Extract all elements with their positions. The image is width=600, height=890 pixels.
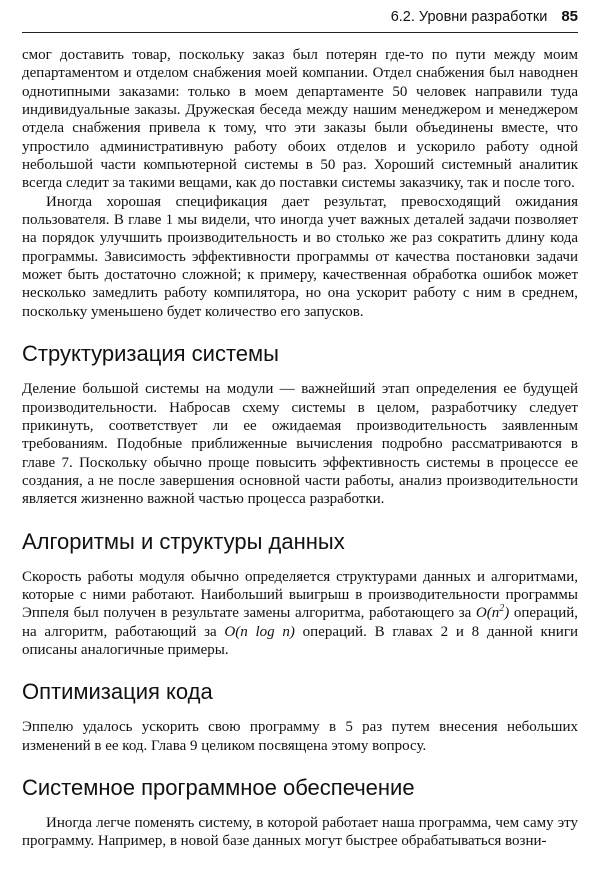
- paragraph-specification: Иногда хорошая спецификация дает результат, превосходящий ожидания пользователя. В главе 1 мы видели, что иногда учет важных деталей задачи позволяет на порядок улучшить производительность и во столько же раз сократить длину кода программы. Зависимость эффективности программы от качества постановки задачи может быть достаточно сложной; к примеру, качественная обработка ошибок может несколько замедлить работу компилятора, но она ускорит работу с ним в среднем, поскольку уменьшено будет количество его запусков.: [22, 193, 578, 320]
- algorithms-text-c: операций. В главах 2 и 8 данной книги описаны аналогичные примеры.: [22, 623, 579, 658]
- page-number: 85: [561, 8, 578, 25]
- heading-system-structure: Структуризация системы: [22, 341, 279, 367]
- page-body: [22, 46, 578, 851]
- paragraph-system-structure: Деление большой системы на модули — важнейший этап определения ее будущей производительности. Набросав схему системы в целом, разработчику следует прикинуть, соответствует ли ее ожидаемая производительность заявленным требованиям. Подобные приближенные вычисления подробно рассматриваются в главе 7. Поскольку обычно проще повысить эффективность системы в процессе ее создания, а не после завершения основной части работы, анализ производительности является жизненно важной частью процесса разработки.: [22, 381, 578, 508]
- paragraph-algorithms: [22, 568, 578, 660]
- paragraph-system-software: Иногда легче поменять систему, в которой работает наша программа, чем саму эту программу. Например, в новой базе данных могут быстрее обрабатываться возни-: [22, 814, 578, 850]
- paragraph-code-optimization: Эппелю удалось ускорить свою программу в 5 раз путем внесения небольших изменений в ее код. Глава 9 целиком посвящена этому вопросу.: [22, 719, 578, 754]
- heading-system-software: Системное программное обеспечение: [22, 774, 415, 800]
- running-head-section-title: 6.2. Уровни разработки: [390, 9, 548, 25]
- algorithms-text-b: операций, на алгоритм, работающий за: [22, 605, 579, 640]
- math-nlogn: O(n log n): [224, 623, 295, 640]
- math-quadratic: $O(n^2)$: [475, 603, 510, 622]
- running-head: [22, 8, 578, 33]
- heading-code-optimization: Оптимизация кода: [22, 679, 213, 705]
- heading-algorithms: Алгоритмы и структуры данных: [22, 528, 345, 554]
- paragraph-continuation: смог доставить товар, поскольку заказ был потерян где-то по пути между моим департаментом и отделом снабжения моей компании. Отдел снабжения был наводнен однотипными заказами: только в моем департаменте 50 человек направили туда индивидуальные заказы. Дружеская беседа между нашим менеджером и менеджером отдела снабжения привела к тому, что эти заказы были объединены вместе, что упростило административную работу обоих отделов и ускорило работу одной небольшой части компьютерной системы в 50 раз. Хороший системный аналитик всегда следит за такими вещами, как до поставки системы заказчику, так и после того.: [22, 47, 578, 192]
- algorithms-text-a: Скорость работы модуля обычно определяется структурами данных и алгоритмами, которые с ними работают. Наибольший выигрыш в производительности программы Эппеля был получен в результате замены алгоритма, работающего за: [22, 568, 578, 622]
